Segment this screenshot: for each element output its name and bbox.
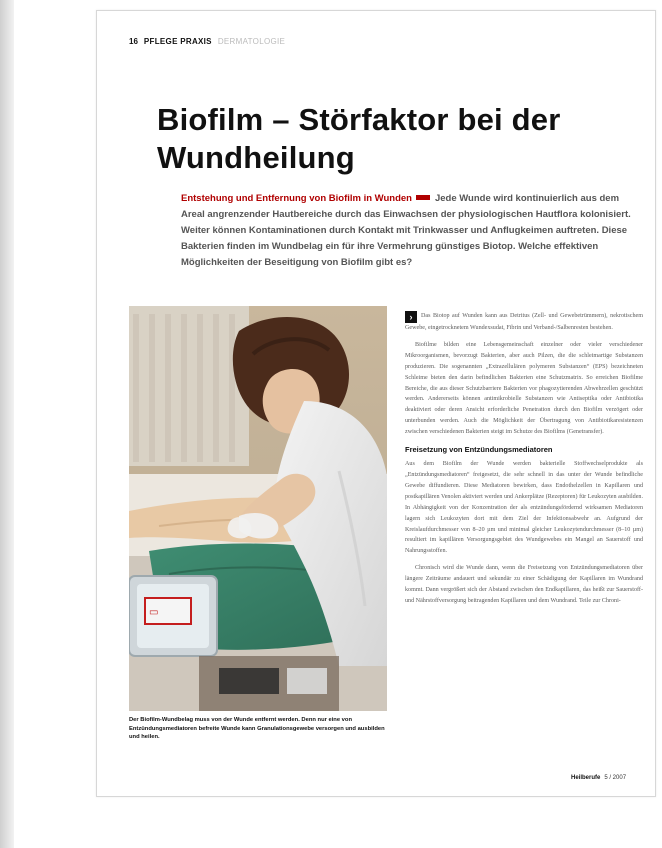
lead-paragraph [181,191,641,271]
photo-caption: Der Biofilm-Wundbelag muss von der Wunde entfernt werden. Denn nur eine von Entzündungsmediatoren befreite Wunde kann Granulationsgewebe versorgen und ausbilden und heilen. [129,717,385,741]
svg-text:▭: ▭ [149,607,159,618]
lead-headline: Entstehung und Entfernung von Biofilm in Wunden [181,193,412,204]
body-paragraph-3: Aus dem Biofilm der Wunde werden bakterielle Stoffwechselprodukte als „Entzündungsmediatoren“ freigesetzt, die sehr schnell in das unter der Wunde befindliche Gewebe diffundieren. Diese Mediatoren bewirken, dass Endothelzellen in Kapillaren und postkapillären Venolen aktiviert werden und Ankerplätze (Rezeptoren) für Leukozyten ausbilden. In Abhängigkeit von der Konzentration der als entzündungsfördernd wirksamen Mediatoren lagern sich Leukozyten dort mit dem Ziel der Infektionsabwehr an. Aufgrund der Kreislaufdurchmesser von 8–20 µm und minimal gleicher Leukozytendurchmesser (8–10 µm) resultiert im kapillären Versorgungsgebiet des Wundgewebes ein Mangel an Sauerstoff und Nahrungsstoffen. [405,461,643,555]
subheading: Freisetzung von Entzündungsmediatoren [405,445,553,455]
page-footer [571,775,626,781]
article-photo [129,306,387,711]
body-paragraph-1-text: Das Biotop auf Wunden kann aus Detritus (Zell- und Gewebetrümmern), nekrotischem Gewebe, eingetrocknetem Wundexsudat, Fibrin und Verband-/Salbenresten bestehen. [405,313,643,331]
body-paragraph-4: Chronisch wird die Wunde dann, wenn die Freisetzung von Entzündungsmediatoren über längere Zeiträume andauert und sekundär zu einer Schädigung der Kapillaren im Wundrand kommt. Dann vergrößert sich der Abstand zwischen den Endkapillaren, das heißt zur Sauerstoff- und Nährstoffversorgung beitragenden Kapillaren und dem Wundrand. Teile zur Chroni- [405,565,643,604]
kicker: PFLEGE PRAXIS [143,37,212,46]
magazine-name: Heilberufe [571,775,601,781]
body-paragraph-1 [405,311,643,334]
body-paragraph-2: Biofilme bilden eine Lebensgemeinschaft einzelner oder vieler verschiedener Mikroorganismen, bevorzugt Bakterien, aber auch Pilzen, die die schleimartige Substanzen produzieren. Die sogenannten „Extrazellulären polymeren Substanzen“ (EPS) bezeichneten Schleime bieten den darin befindlichen Bakterien eine Schutzmatrix. So erreichen Biofilme Bereiche, die aus dieser Schutzbarriere Bakterien vor phagozytierenden Abwehrzellen geschützt werden. Andererseits können antimikrobielle Substanzen wie Antiseptika oder Antibiotika deaktiviert oder deren Ansicht erforderliche Penetration durch den Biofilm verzögert oder unterbunden werden. Auch die Möglichkeit der Übertragung von Antibiotikaresistenzen zwischen verschiedenen Bakterien steigt im Schutze des Biofilms (Genetransfer). [405,341,643,436]
article-title: Biofilm – Störfaktor bei der Wundheilung [157,102,561,175]
lead-text: Jede Wunde wird kontinuierlich aus dem Areal angrenzender Hautbereiche durch das Einwachsen der physiologischen Hautflora kolonisiert. Weiter können Kontaminationen durch Kontakt mit Trinkwasser und Anflugkeimen auftreten. Diese Bakterien finden im Wundbelag ein für ihre Vermehrung günstiges Biotop. Welche effektiven Möglichkeiten der Beseitigung von Biofilm gibt es? [181,193,631,268]
magazine-page [96,10,656,797]
section-label: DERMATOLOGIE [217,37,286,46]
red-dash [416,195,430,200]
page-number: 16 [129,37,138,46]
issue-label: 5 / 2007 [604,775,627,781]
body-column [405,311,643,613]
photo-illustration [129,306,387,711]
arrow-icon: › [405,311,417,323]
running-header [129,37,285,46]
scan-edge [0,0,14,848]
